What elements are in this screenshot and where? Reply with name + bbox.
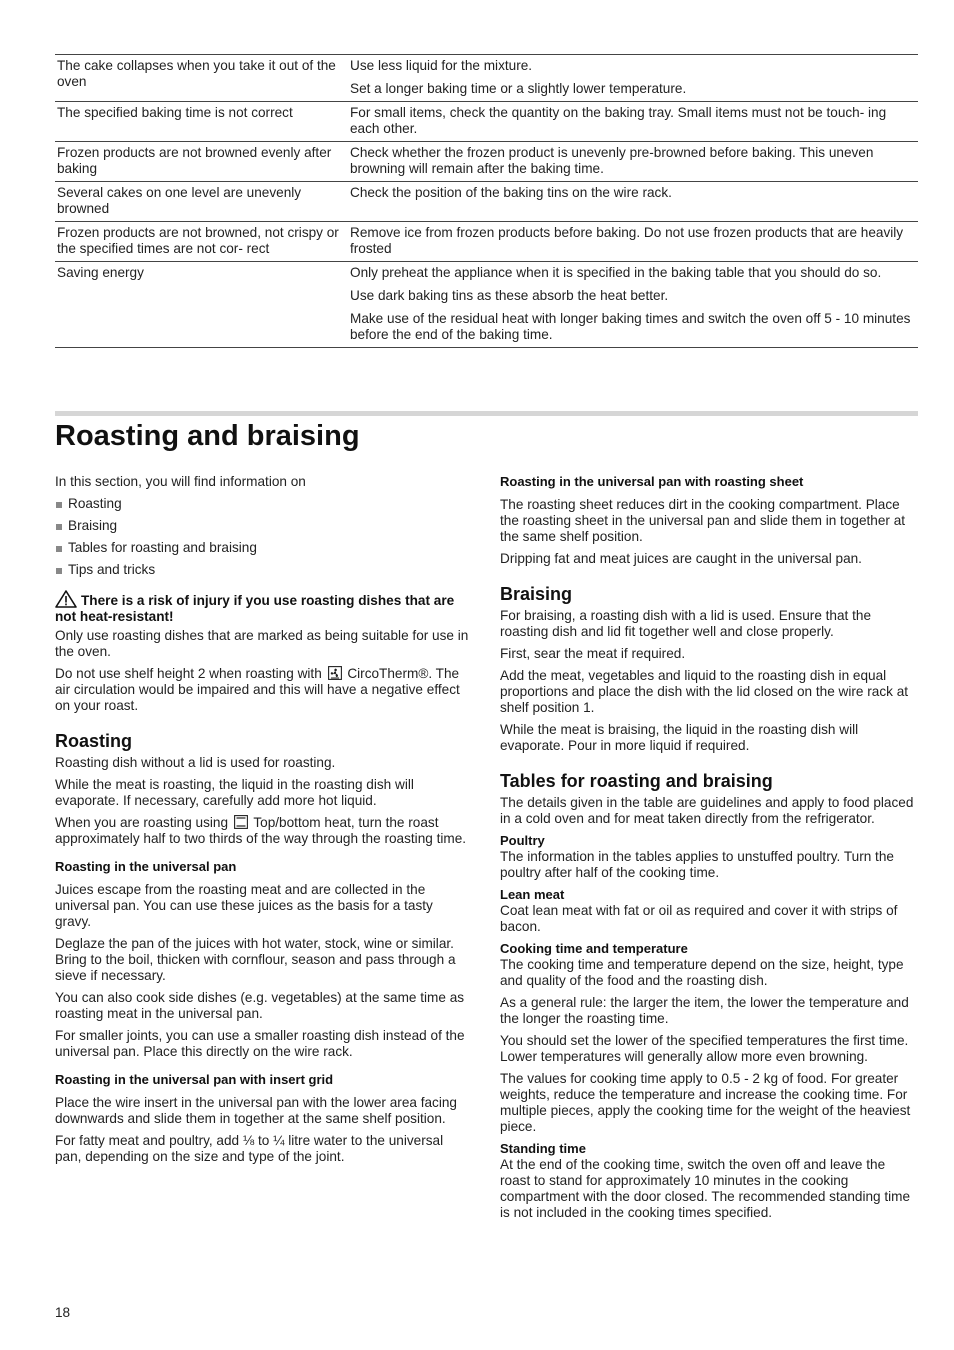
list-item: Braising bbox=[55, 518, 470, 534]
section-divider bbox=[55, 411, 918, 416]
right-column bbox=[500, 474, 915, 1227]
cooking-text: As a general rule: the larger the item, the lower the temperature and the longer the roasting time. bbox=[500, 995, 909, 1026]
braising-heading: Braising bbox=[500, 584, 573, 604]
remedy-cell bbox=[346, 182, 918, 222]
roasting-text: Roasting dish without a lid is used for roasting. bbox=[55, 755, 336, 770]
braising-text: Add the meat, vegetables and liquid to the roasting dish in equal proportions and place the dish with the lid closed on the wire rack at shelf position 1. bbox=[500, 668, 909, 715]
topic-list bbox=[55, 496, 470, 578]
roasting-paragraph bbox=[55, 815, 470, 847]
problem-cell: The cake collapses when you take it out of the oven bbox=[55, 55, 346, 102]
table-row bbox=[55, 262, 918, 348]
remedy-cell bbox=[346, 55, 918, 102]
problem-cell: Frozen products are not browned, not crispy or the specified times are not cor- rect bbox=[55, 222, 346, 262]
tables-text: The details given in the table are guidelines and apply to food placed in a cold oven and for meat taken directly from the refrigerator. bbox=[500, 795, 914, 826]
cooking-time-heading: Cooking time and temperature bbox=[500, 941, 688, 956]
cooking-text: The values for cooking time apply to 0.5 - 2 kg of food. For greater weights, reduce the temperature and increase the cooking time. For multiple pieces, apply the cooking time for the weight of the heaviest piece. bbox=[500, 1071, 911, 1134]
cooking-text: The cooking time and temperature depend on the size, height, type and quality of the food and the roasting dish. bbox=[500, 957, 904, 988]
shelf-text-after: CircoTherm®. The air circulation would be impaired and this will have a negative effect on your roast. bbox=[55, 666, 460, 713]
remedy-text: Remove ice from frozen products before baking. Do not use frozen products that are heavily frosted bbox=[350, 225, 904, 256]
lean-meat-heading: Lean meat bbox=[500, 887, 565, 902]
remedy-text: Only preheat the appliance when it is specified in the baking table that you should do so. bbox=[350, 265, 882, 280]
warning-text: Only use roasting dishes that are marked as being suitable for use in the oven. bbox=[55, 628, 469, 659]
remedy-text: Check the position of the baking tins on the wire rack. bbox=[350, 185, 672, 200]
roasting-text-after: Top/bottom heat, turn the roast approximately half to two thirds of the way through the roasting time. bbox=[55, 815, 467, 846]
universal-pan-heading: Roasting in the universal pan bbox=[55, 859, 237, 874]
problem-cell: Saving energy bbox=[55, 262, 346, 348]
grid-text: For fatty meat and poultry, add ⅛ to ¼ litre water to the universal pan, depending on the size and type of the joint. bbox=[55, 1133, 444, 1164]
problem-cell: Several cakes on one level are unevenly browned bbox=[55, 182, 346, 222]
roasting-heading: Roasting bbox=[55, 731, 133, 751]
standing-time-heading: Standing time bbox=[500, 1141, 586, 1156]
remedy-text: Set a longer baking time or a slightly lower temperature. bbox=[350, 81, 687, 96]
remedy-cell bbox=[346, 262, 918, 348]
shelf-text-before: Do not use shelf height 2 when roasting with bbox=[55, 666, 322, 681]
list-item: Tips and tricks bbox=[55, 562, 470, 578]
warning-title: There is a risk of injury if you use roasting dishes that are not heat-resistant! bbox=[55, 593, 455, 624]
remedy-cell bbox=[346, 142, 918, 182]
roasting-text: While the meat is roasting, the liquid in the roasting dish will evaporate. If necessary, carefully add more hot liquid. bbox=[55, 777, 414, 808]
intro-text: In this section, you will find information on bbox=[55, 474, 306, 489]
table-row bbox=[55, 102, 918, 142]
universal-text: For smaller joints, you can use a smaller roasting dish instead of the universal pan. Place this directly on the wire rack. bbox=[55, 1028, 465, 1059]
warning-heading bbox=[55, 590, 470, 625]
remedy-text: Check whether the frozen product is unevenly pre-browned before baking. This uneven browning will remain after the baking time. bbox=[350, 145, 874, 176]
grid-text: Place the wire insert in the universal pan with the lower area facing downwards and slide them in together at the same shelf position. bbox=[55, 1095, 457, 1126]
shelf-paragraph bbox=[55, 666, 470, 714]
braising-text: For braising, a roasting dish with a lid is used. Ensure that the roasting dish and lid fit together well and close properly. bbox=[500, 608, 872, 639]
universal-text: Deglaze the pan of the juices with hot water, stock, wine or similar. Bring to the boil, thicken with cornflour, season and pass through a sieve if necessary. bbox=[55, 936, 456, 983]
top-bottom-heat-icon bbox=[234, 815, 248, 829]
troubleshooting-table bbox=[55, 54, 918, 348]
list-item: Tables for roasting and braising bbox=[55, 540, 470, 556]
table-row bbox=[55, 222, 918, 262]
universal-text: You can also cook side dishes (e.g. vegetables) at the same time as roasting meat in the universal pan. bbox=[55, 990, 465, 1021]
table-row bbox=[55, 142, 918, 182]
poultry-heading: Poultry bbox=[500, 833, 545, 848]
left-column bbox=[55, 474, 470, 1171]
braising-text: While the meat is braising, the liquid in the roasting dish will evaporate. Pour in more liquid if required. bbox=[500, 722, 859, 753]
braising-text: First, sear the meat if required. bbox=[500, 646, 686, 661]
circotherm-fan-icon bbox=[328, 666, 342, 680]
cooking-text: You should set the lower of the specified temperatures the first time. Lower temperatures will generally allow more even browning. bbox=[500, 1033, 909, 1064]
list-item: Roasting bbox=[55, 496, 470, 512]
section-title: Roasting and braising bbox=[55, 420, 360, 452]
standing-text: At the end of the cooking time, switch the oven off and leave the roast to stand for approximately 10 minutes in the cooking compartment with the door closed. The recommended standing time is not included in the cooking times specified. bbox=[500, 1157, 911, 1220]
sheet-text: Dripping fat and meat juices are caught in the universal pan. bbox=[500, 551, 862, 566]
lean-meat-text: Coat lean meat with fat or oil as required and cover it with strips of bacon. bbox=[500, 903, 898, 934]
insert-grid-heading: Roasting in the universal pan with insert grid bbox=[55, 1072, 334, 1087]
problem-cell: The specified baking time is not correct bbox=[55, 102, 346, 142]
remedy-cell bbox=[346, 102, 918, 142]
table-row bbox=[55, 182, 918, 222]
roasting-sheet-heading: Roasting in the universal pan with roasting sheet bbox=[500, 474, 804, 489]
remedy-text: Use less liquid for the mixture. bbox=[350, 58, 533, 73]
sheet-text: The roasting sheet reduces dirt in the cooking compartment. Place the roasting sheet in the universal pan and slide them in together at the same shelf position. bbox=[500, 497, 906, 544]
roasting-text-before: When you are roasting using bbox=[55, 815, 229, 830]
remedy-text: Make use of the residual heat with longer baking times and switch the oven off 5 - 10 minutes before the end of the baking time. bbox=[350, 311, 911, 342]
poultry-text: The information in the tables applies to unstuffed poultry. Turn the poultry after half of the cooking time. bbox=[500, 849, 894, 880]
tables-heading: Tables for roasting and braising bbox=[500, 771, 773, 791]
universal-text: Juices escape from the roasting meat and are collected in the universal pan. You can use these juices as the basis for a tasty gravy. bbox=[55, 882, 433, 929]
remedy-text: For small items, check the quantity on the baking tray. Small items must not be touch- ing each other. bbox=[350, 105, 887, 136]
problem-cell: Frozen products are not browned evenly after baking bbox=[55, 142, 346, 182]
table-row bbox=[55, 55, 918, 102]
page-number: 18 bbox=[55, 1305, 71, 1320]
remedy-cell bbox=[346, 222, 918, 262]
warning-triangle-icon bbox=[55, 590, 77, 608]
remedy-text: Use dark baking tins as these absorb the heat better. bbox=[350, 288, 669, 303]
